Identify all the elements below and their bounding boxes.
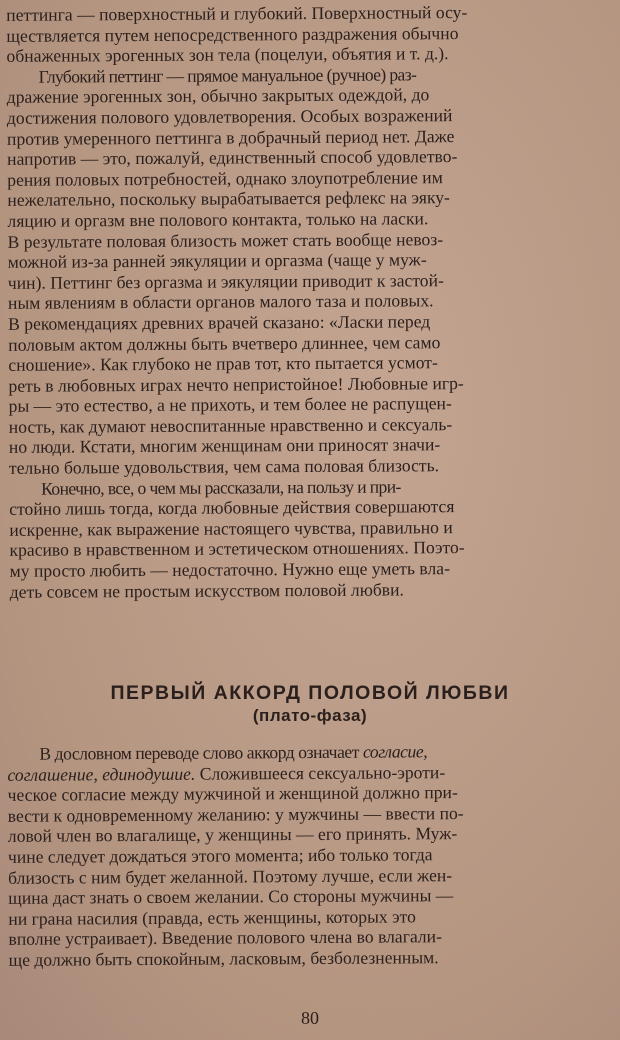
section-subheading: (плато-фаза) xyxy=(252,706,368,725)
text-line: ни грана насилия (правда, есть женщины, которых это xyxy=(8,906,416,929)
text-line: ще должно быть спокойным, ласковым, безболезненным. xyxy=(8,947,439,970)
text-line: нежелательно, поскольку вырабатывается рефлекс на эяку- xyxy=(7,187,450,211)
text-line: против умеренного петтинга в добрачный период нет. Даже xyxy=(6,125,455,149)
text-line: деть совсем не простым искусством половой любви. xyxy=(9,579,404,602)
text-span: В дословном переводе слово аккорд означает xyxy=(39,741,360,764)
text-line: В результате половая близость может стать вообще невоз- xyxy=(7,228,444,252)
text-span: Сложившееся сексуально-эроти- xyxy=(195,761,446,784)
text-line: обнаженных эрогенных зон тела (поцелуи, объятия и т. д.). xyxy=(6,43,449,67)
body-text-top xyxy=(6,1,612,602)
text-line: ры — это естество, а не прихоть, и тем более не распущен- xyxy=(8,393,452,417)
text-line: достижения полового удовлетворения. Особых возражений xyxy=(6,105,453,128)
text-line: половым актом должны быть вчетверо длиннее, чем само xyxy=(8,331,441,355)
text-line: можной из-за ранней эякуляции и оргазма (чаще у муж- xyxy=(7,249,427,272)
text-line: В рекомендациях древних врачей сказано: «Ласки перед xyxy=(8,311,431,334)
text-line: му просто любить — недостаточно. Нужно еще уметь вла- xyxy=(9,558,450,581)
text-line: искренне, как выражение настоящего чувства, правильно и xyxy=(9,516,453,540)
text-line: вести к одновременному желанию: у мужчины — ввести по- xyxy=(7,802,464,826)
text-line: но люди. Кстати, многим женщинам они приносят значи- xyxy=(8,434,441,458)
text-line: стойно лишь тогда, когда любовные действия совершаются xyxy=(9,496,455,520)
page-number: 80 xyxy=(301,1008,319,1028)
text-line: напротив — это, пожалуй, единственный способ удовлетво- xyxy=(7,146,458,169)
section-heading: ПЕРВЫЙ АККОРД ПОЛОВОЙ ЛЮБВИ xyxy=(110,682,510,704)
text-line: ным явлениям в области органов малого таза и половых. xyxy=(7,290,434,314)
text-line: Конечно, все, о чем мы рассказали, на пользу и при- xyxy=(41,476,401,499)
text-line: вполне устраивает). Введение полового члена во влагали- xyxy=(8,926,442,950)
text-line: рения половых потребностей, однако злоупотребление им xyxy=(7,166,443,190)
text-line: чин). Петтинг без оргазма и эякуляции приводит к застой- xyxy=(7,269,444,293)
body-text-bottom xyxy=(7,740,610,970)
text-line: сношение». Как глубоко не прав тот, кто пытается усмот- xyxy=(8,352,438,375)
text-line: Глубокий петтинг — прямое мануальное (ручное) раз- xyxy=(38,64,417,87)
text-line: чине следует дождаться этого момента; ибо только тогда xyxy=(7,844,433,867)
italic-term: соглашение, единодушие. xyxy=(7,763,196,785)
text-line: красиво в нравственном и эстетическом отношениях. Поэто- xyxy=(9,537,465,561)
text-line: тельно больше удовольствия, чем сама половая близость. xyxy=(8,455,440,478)
text-line: дражение эрогенных зон, обычно закрытых одеждой, до xyxy=(6,84,430,108)
text-line: ляцию и оргазм вне полового контакта, только на ласки. xyxy=(7,208,429,231)
text-line: реть в любовных играх нечто непристойное! Любовные игр- xyxy=(8,372,464,396)
text-line: петтинга — поверхностный и глубокий. Поверхностный осу- xyxy=(6,2,468,25)
text-line: ловой член во влагалище, у женщины — его принять. Муж- xyxy=(7,823,458,847)
text-line: ществляется путем непосредственного раздражения обычно xyxy=(6,22,459,46)
italic-term: согласие, xyxy=(362,741,428,762)
text-line: щина даст знать о своем желании. Со стороны мужчины — xyxy=(8,885,454,908)
text-line: ность, как думают невоспитанные нравственно и сексуаль- xyxy=(8,414,453,437)
text-line: близость с ним будет желанной. Поэтому лучше, если жен- xyxy=(8,864,453,888)
text-line: ческое согласие между мужчиной и женщиной должно при- xyxy=(7,782,458,806)
